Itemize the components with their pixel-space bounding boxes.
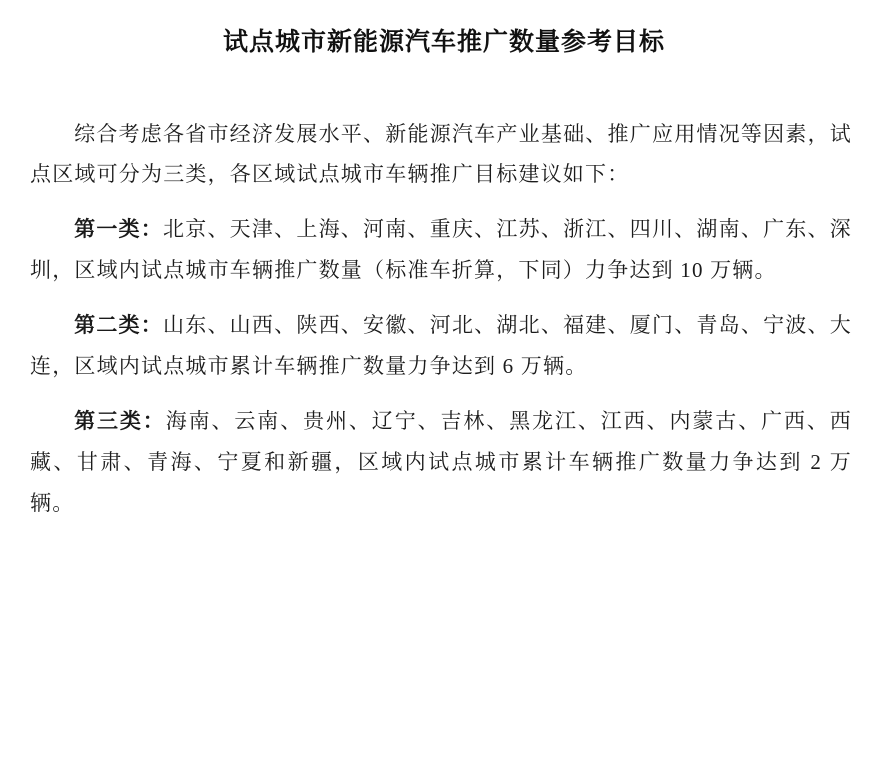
document-body — [0, 114, 888, 524]
paragraph-text: 北京、天津、上海、河南、重庆、江苏、浙江、四川、湖南、广东、深圳，区域内试点城市车辆推广数量（标准车折算，下同）力争达到 10 万辆。 — [30, 217, 852, 283]
paragraph-category-1 — [30, 209, 852, 291]
paragraph-intro — [30, 114, 852, 196]
paragraph-text: 综合考虑各省市经济发展水平、新能源汽车产业基础、推广应用情况等因素，试点区域可分为三类，各区域试点城市车辆推广目标建议如下： — [30, 121, 852, 187]
category-1-lead: 第一类： — [74, 217, 163, 242]
paragraph-category-2 — [30, 305, 852, 387]
paragraph-text: 海南、云南、贵州、辽宁、吉林、黑龙江、江西、内蒙古、广西、西藏、甘肃、青海、宁夏和新疆，区域内试点城市累计车辆推广数量力争达到 2 万辆。 — [30, 409, 852, 515]
category-2-lead: 第二类： — [74, 313, 163, 338]
paragraph-text: 山东、山西、陕西、安徽、河北、湖北、福建、厦门、青岛、宁波、大连，区域内试点城市累计车辆推广数量力争达到 6 万辆。 — [30, 313, 852, 379]
document-page — [0, 14, 888, 784]
category-3-lead: 第三类： — [74, 409, 166, 434]
page-title: 试点城市新能源汽车推广数量参考目标 — [222, 29, 665, 56]
paragraph-category-3 — [30, 401, 852, 524]
